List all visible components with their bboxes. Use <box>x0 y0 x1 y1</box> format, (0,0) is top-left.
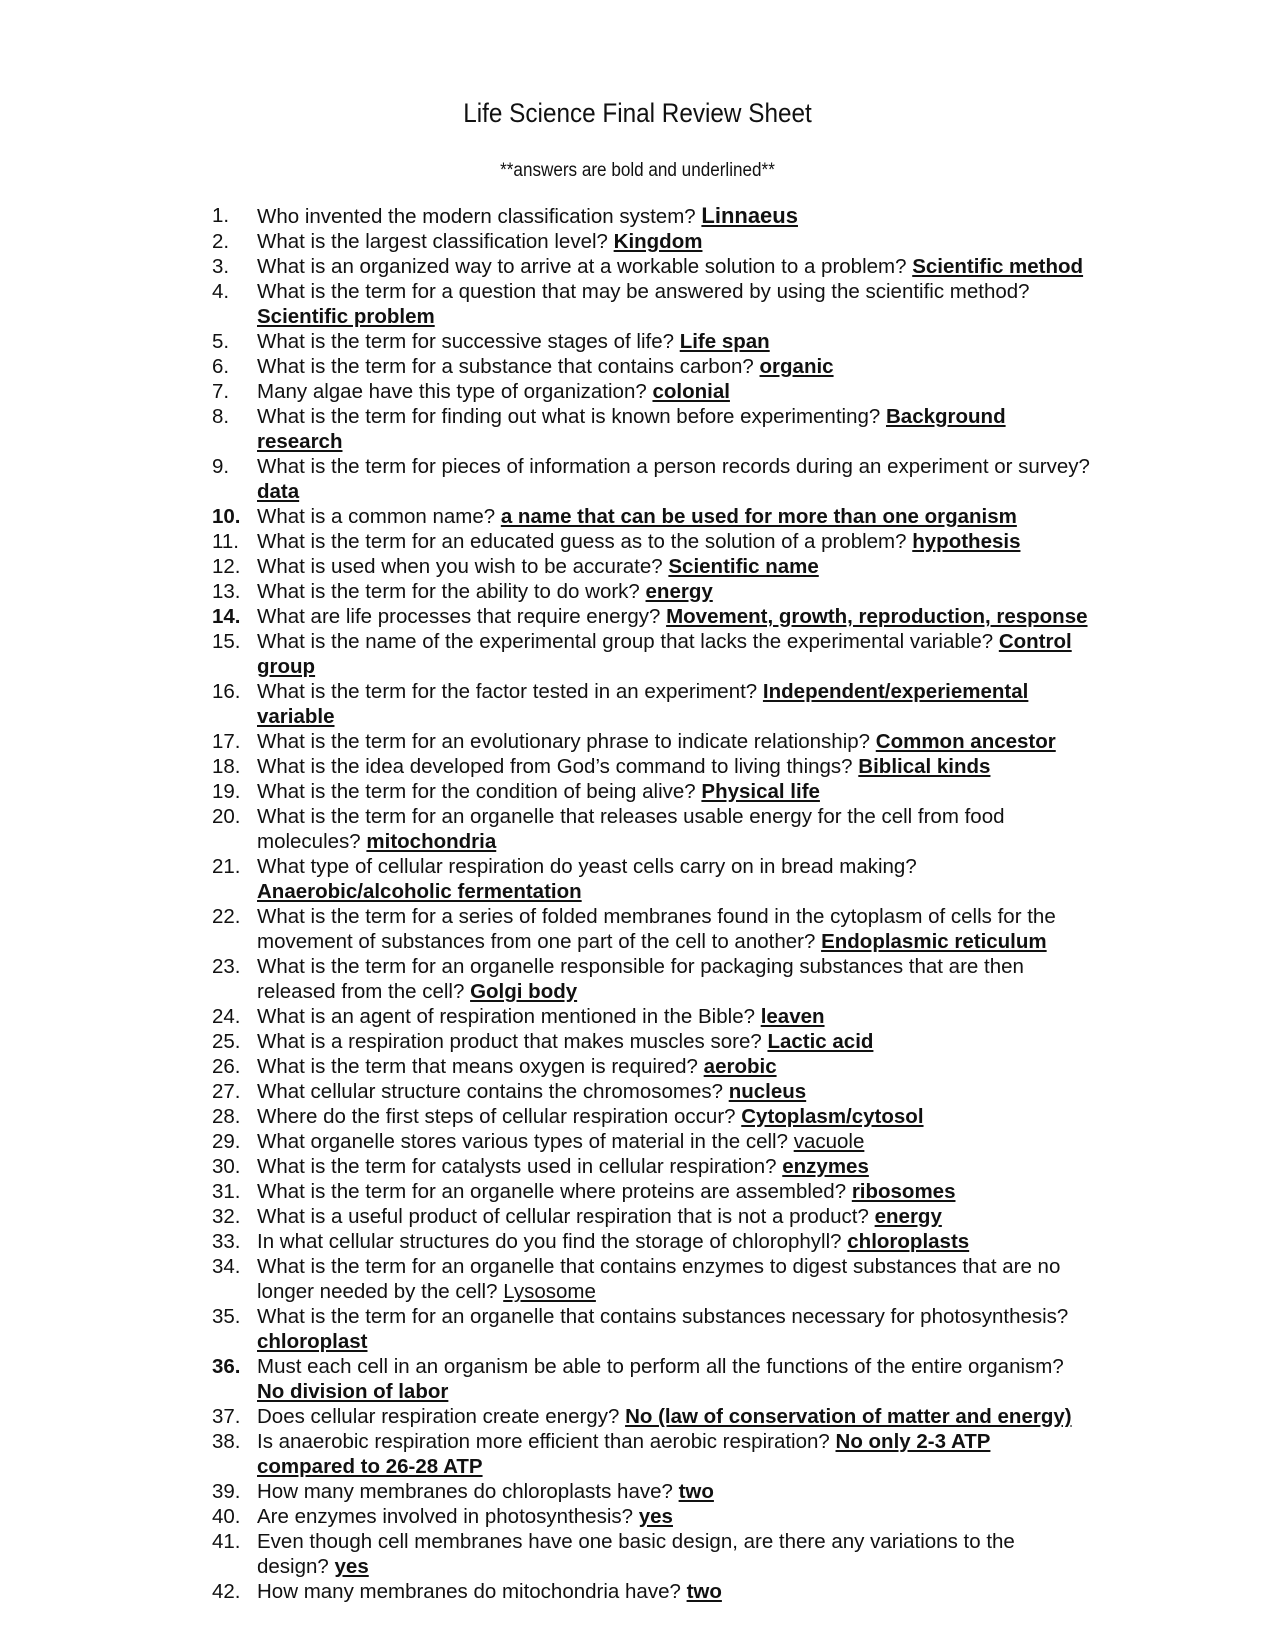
question-item <box>212 854 1092 904</box>
question-number: 5. <box>212 330 230 353</box>
question-text: What is the term for catalysts used in cellular respiration? <box>257 1155 777 1178</box>
answer-text: nucleus <box>728 1080 807 1103</box>
question-item <box>212 954 1092 1004</box>
question-number: 15. <box>212 630 241 653</box>
answer-text: two <box>686 1580 722 1603</box>
question-text: What is the idea developed from God’s command to living things? <box>257 755 853 778</box>
answer-text: Endoplasmic reticulum <box>821 930 1047 953</box>
answer-text: Scientific name <box>668 555 819 578</box>
question-number: 20. <box>212 805 241 828</box>
question-number: 36. <box>212 1355 241 1378</box>
question-item <box>212 729 1092 754</box>
question-item <box>212 1204 1092 1229</box>
answer-text: Scientific problem <box>257 305 435 328</box>
question-number: 14. <box>212 605 241 628</box>
answer-text: Life span <box>679 330 770 353</box>
question-number: 23. <box>212 955 241 978</box>
question-text: What is the term that means oxygen is required? <box>257 1055 698 1078</box>
question-text: What is the term for a question that may be answered by using the scientific method? <box>257 280 1030 303</box>
answer-text: energy <box>874 1205 942 1228</box>
answer-text: No (law of conservation of matter and energy) <box>625 1405 1072 1428</box>
answer-text: Lysosome <box>503 1280 596 1303</box>
question-text: Who invented the modern classification system? <box>257 205 696 228</box>
question-number: 28. <box>212 1105 241 1128</box>
question-item <box>212 1579 1092 1604</box>
question-item <box>212 904 1092 954</box>
answer-text: Movement, growth, reproduction, response <box>666 605 1088 628</box>
question-number: 40. <box>212 1505 241 1528</box>
question-item <box>212 1404 1092 1429</box>
answer-text: No division of labor <box>257 1380 449 1403</box>
answer-text: organic <box>759 355 834 378</box>
answer-text: Biblical kinds <box>858 755 991 778</box>
question-number: 22. <box>212 905 241 928</box>
question-number: 25. <box>212 1030 241 1053</box>
page-title: Life Science Final Review Sheet <box>463 98 812 128</box>
question-text: What is a common name? <box>257 505 496 528</box>
question-item <box>212 579 1092 604</box>
question-text: What is used when you wish to be accurate? <box>257 555 663 578</box>
question-list <box>212 203 1092 1604</box>
question-number: 24. <box>212 1005 241 1028</box>
answer-text: colonial <box>652 380 730 403</box>
question-text: What type of cellular respiration do yeast cells carry on in bread making? <box>257 855 917 878</box>
answer-text: Cytoplasm/cytosol <box>741 1105 924 1128</box>
question-text: In what cellular structures do you find the storage of chlorophyll? <box>257 1230 842 1253</box>
question-item <box>212 1154 1092 1179</box>
question-number: 26. <box>212 1055 241 1078</box>
question-item <box>212 1529 1092 1579</box>
answer-text: Independent/experiemental variable <box>257 680 1029 728</box>
question-text: What is the term for the condition of being alive? <box>257 780 696 803</box>
answer-text: ribosomes <box>851 1180 956 1203</box>
answer-text: Lactic acid <box>767 1030 874 1053</box>
question-number: 9. <box>212 455 230 478</box>
question-number: 13. <box>212 580 241 603</box>
question-number: 38. <box>212 1430 241 1453</box>
question-text: What is the term for the ability to do work? <box>257 580 640 603</box>
question-item <box>212 1004 1092 1029</box>
answer-text: Physical life <box>701 780 820 803</box>
question-text: What is the term for an organelle where proteins are assembled? <box>257 1180 847 1203</box>
question-item <box>212 1079 1092 1104</box>
question-number: 17. <box>212 730 241 753</box>
answer-text: vacuole <box>793 1130 865 1153</box>
question-text: What organelle stores various types of material in the cell? <box>257 1130 788 1153</box>
answer-text: hypothesis <box>912 530 1021 553</box>
question-item <box>212 1304 1092 1354</box>
answer-text: two <box>678 1480 714 1503</box>
question-number: 10. <box>212 505 241 528</box>
question-item <box>212 1054 1092 1079</box>
question-item <box>212 1229 1092 1254</box>
answer-text: Anaerobic/alcoholic fermentation <box>257 880 582 903</box>
question-text: What is the term for successive stages of life? <box>257 330 674 353</box>
question-item <box>212 1104 1092 1129</box>
question-text: How many membranes do chloroplasts have? <box>257 1480 673 1503</box>
question-number: 32. <box>212 1205 241 1228</box>
question-text: What is an organized way to arrive at a workable solution to a problem? <box>257 255 907 278</box>
question-item <box>212 229 1092 254</box>
question-number: 30. <box>212 1155 241 1178</box>
question-item <box>212 554 1092 579</box>
question-number: 21. <box>212 855 241 878</box>
question-item <box>212 1254 1092 1304</box>
answer-text: data <box>257 480 300 503</box>
question-item <box>212 454 1092 504</box>
question-item <box>212 779 1092 804</box>
question-text: What is the term for an organelle responsible for packaging substances that are then released from the cell? <box>257 955 1024 1003</box>
question-text: What is the term for finding out what is known before experimenting? <box>257 405 881 428</box>
answer-text: Linnaeus <box>701 203 798 228</box>
question-item <box>212 629 1092 679</box>
question-number: 8. <box>212 405 230 428</box>
answer-text: Scientific method <box>912 255 1084 278</box>
question-number: 37. <box>212 1405 241 1428</box>
answer-text: aerobic <box>703 1055 777 1078</box>
question-text: What is a useful product of cellular respiration that is not a product? <box>257 1205 869 1228</box>
question-text: What is the term for an evolutionary phrase to indicate relationship? <box>257 730 871 753</box>
answer-text: chloroplasts <box>847 1230 970 1253</box>
question-item <box>212 1354 1092 1404</box>
question-number: 1. <box>212 204 230 227</box>
question-text: What are life processes that require energy? <box>257 605 661 628</box>
question-number: 39. <box>212 1480 241 1503</box>
answer-text: Control group <box>257 630 1072 678</box>
question-item <box>212 354 1092 379</box>
question-number: 27. <box>212 1080 241 1103</box>
answer-text: chloroplast <box>257 1330 368 1353</box>
question-item <box>212 379 1092 404</box>
question-text: What is the term for pieces of information a person records during an experiment or survey? <box>257 455 1090 478</box>
question-item <box>212 1429 1092 1479</box>
question-number: 2. <box>212 230 230 253</box>
question-number: 18. <box>212 755 241 778</box>
question-text: What is the largest classification level? <box>257 230 608 253</box>
question-text: Where do the first steps of cellular respiration occur? <box>257 1105 736 1128</box>
question-text: Does cellular respiration create energy? <box>257 1405 620 1428</box>
answer-key-note: **answers are bold and underlined** <box>500 160 775 181</box>
question-text: What is the name of the experimental group that lacks the experimental variable? <box>257 630 994 653</box>
question-item <box>212 1504 1092 1529</box>
question-number: 6. <box>212 355 230 378</box>
question-item <box>212 1029 1092 1054</box>
answer-text: leaven <box>760 1005 825 1028</box>
question-number: 34. <box>212 1255 241 1278</box>
question-number: 31. <box>212 1180 241 1203</box>
question-number: 3. <box>212 255 230 278</box>
question-text: What is the term for an organelle that releases usable energy for the cell from food molecules? <box>257 805 1005 853</box>
question-item <box>212 1129 1092 1154</box>
question-number: 4. <box>212 280 230 303</box>
question-text: What is the term for a series of folded membranes found in the cytoplasm of cells for the movement of substances from one part of the cell to another? <box>257 905 1056 953</box>
answer-text: Common ancestor <box>875 730 1056 753</box>
question-text: Must each cell in an organism be able to perform all the functions of the entire organism? <box>257 1355 1064 1378</box>
answer-text: energy <box>645 580 713 603</box>
answer-text: Background research <box>257 405 1006 453</box>
question-text: What cellular structure contains the chromosomes? <box>257 1080 724 1103</box>
question-text: Many algae have this type of organization? <box>257 380 647 403</box>
question-item <box>212 504 1092 529</box>
question-item <box>212 754 1092 779</box>
question-text: What is the term for an educated guess as to the solution of a problem? <box>257 530 907 553</box>
question-text: How many membranes do mitochondria have? <box>257 1580 681 1603</box>
answer-text: yes <box>334 1555 369 1578</box>
question-item <box>212 254 1092 279</box>
question-text: What is a respiration product that makes muscles sore? <box>257 1030 762 1053</box>
question-number: 29. <box>212 1130 241 1153</box>
answer-text: Golgi body <box>470 980 578 1003</box>
question-text: Is anaerobic respiration more efficient than aerobic respiration? <box>257 1430 830 1453</box>
question-number: 7. <box>212 380 230 403</box>
question-item <box>212 1179 1092 1204</box>
question-number: 19. <box>212 780 241 803</box>
question-text: What is the term for a substance that contains carbon? <box>257 355 754 378</box>
answer-text: mitochondria <box>366 830 497 853</box>
answer-text: Kingdom <box>613 230 703 253</box>
question-item <box>212 404 1092 454</box>
question-item <box>212 679 1092 729</box>
question-text: What is the term for an organelle that contains enzymes to digest substances that are no longer needed by the cell? <box>257 1255 1061 1303</box>
question-item <box>212 804 1092 854</box>
question-item <box>212 329 1092 354</box>
answer-text: No only 2-3 ATP compared to 26-28 ATP <box>257 1430 991 1478</box>
question-item <box>212 203 1092 229</box>
question-text: What is the term for an organelle that contains substances necessary for photosynthesis? <box>257 1305 1069 1328</box>
question-item <box>212 279 1092 329</box>
answer-text: enzymes <box>782 1155 869 1178</box>
question-item <box>212 604 1092 629</box>
question-item <box>212 529 1092 554</box>
question-item <box>212 1479 1092 1504</box>
answer-text: a name that can be used for more than one organism <box>500 505 1017 528</box>
answer-text: yes <box>638 1505 673 1528</box>
question-text: What is the term for the factor tested in an experiment? <box>257 680 758 703</box>
question-number: 33. <box>212 1230 241 1253</box>
question-text: Are enzymes involved in photosynthesis? <box>257 1505 634 1528</box>
question-number: 12. <box>212 555 241 578</box>
question-number: 35. <box>212 1305 241 1328</box>
question-number: 11. <box>212 530 239 553</box>
question-text: What is an agent of respiration mentioned in the Bible? <box>257 1005 755 1028</box>
question-number: 42. <box>212 1580 241 1603</box>
question-number: 16. <box>212 680 241 703</box>
question-text: Even though cell membranes have one basic design, are there any variations to the design? <box>257 1530 1015 1578</box>
question-number: 41. <box>212 1530 241 1553</box>
